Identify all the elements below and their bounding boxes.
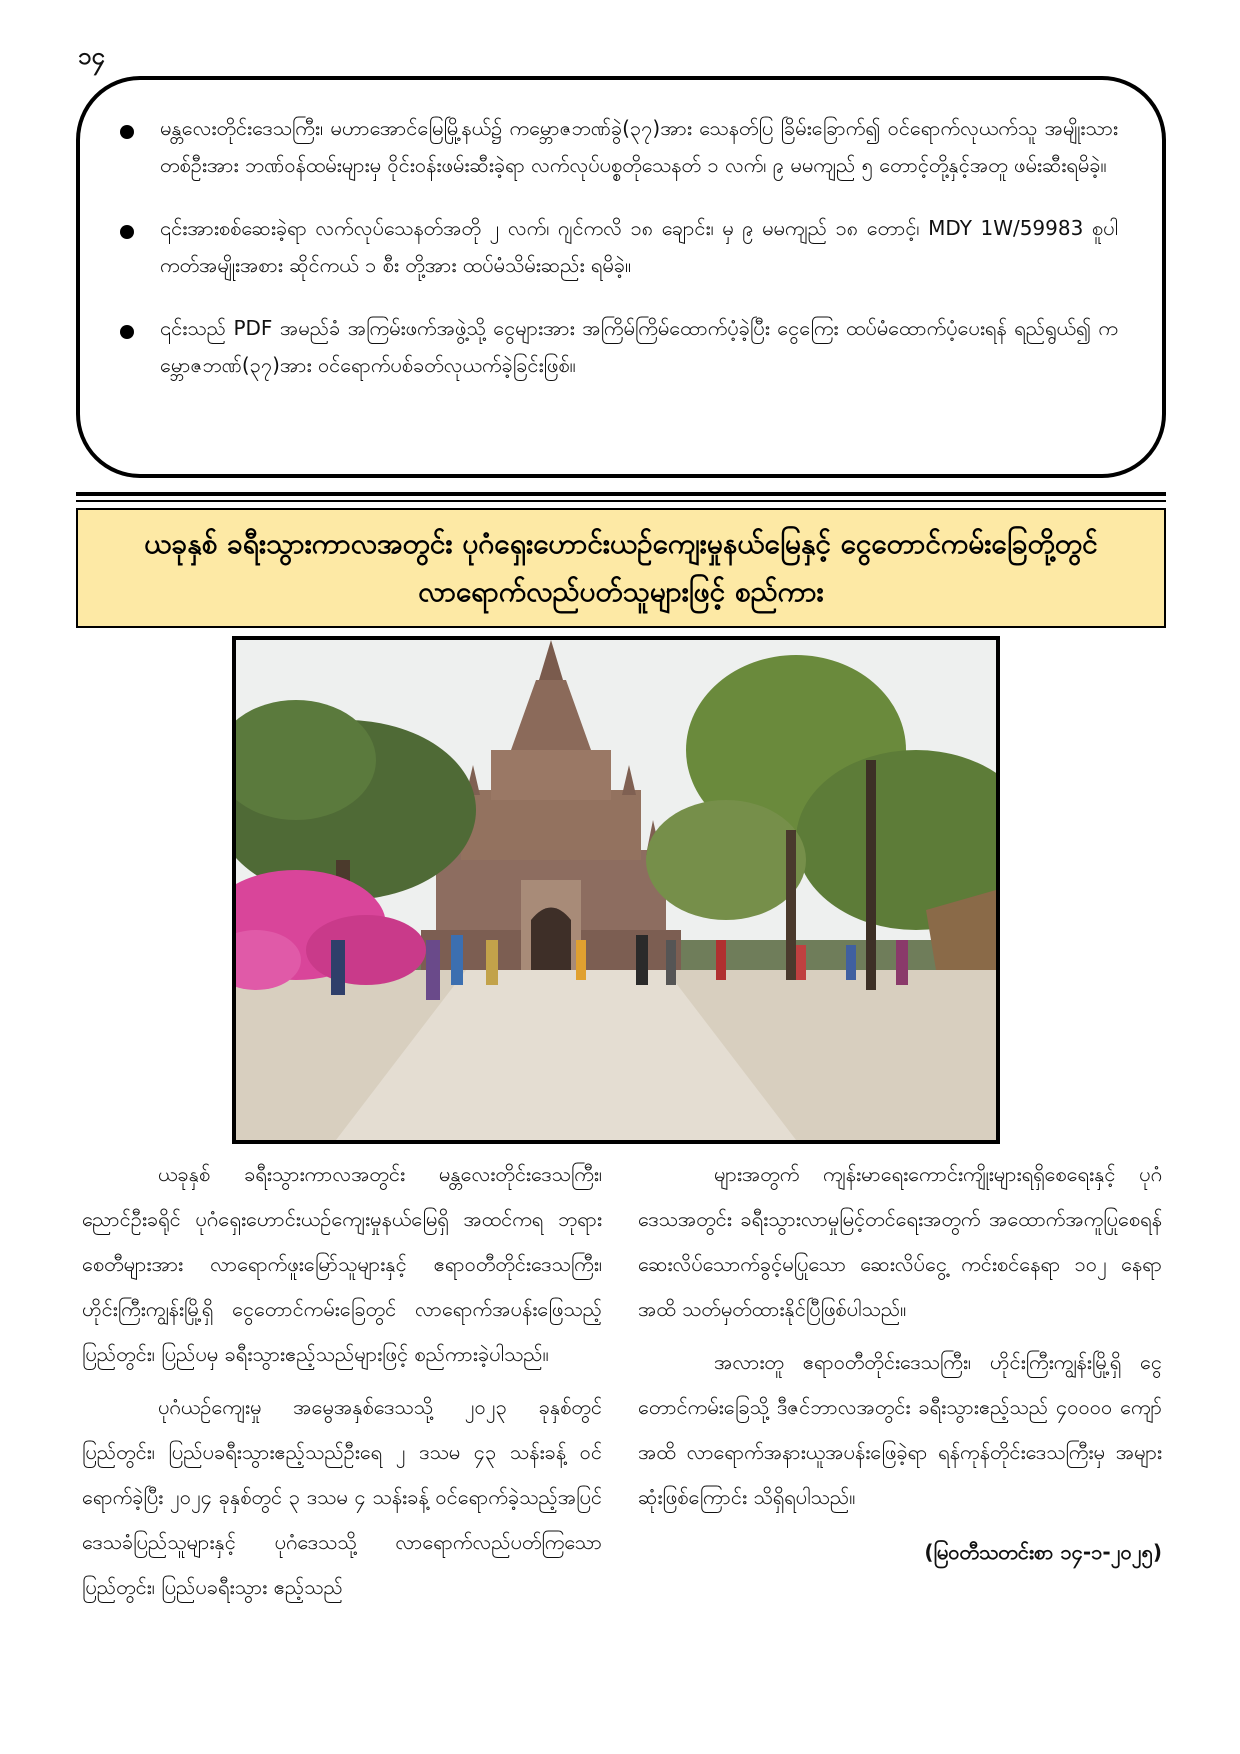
news-bullets-box xyxy=(76,76,1166,478)
headline xyxy=(144,520,1097,616)
section-divider-thin xyxy=(76,500,1166,502)
section-divider xyxy=(76,492,1166,496)
bullet-dot-icon xyxy=(120,125,134,139)
headline-box xyxy=(76,508,1166,628)
page-number: ၁၄ xyxy=(78,42,105,70)
article-column-left xyxy=(82,1152,602,1618)
bullet-text: ၎င်းအားစစ်ဆေးခဲ့ရာ လက်လုပ်သေနတ်အတို ၂ လက်၊ ဂျင်ကလိ ၁၈ ချောင်း၊ မှ ၉ မမကျည် ၁၈ တောင့်၊ MDY 1W/59983 စူပါကတ်အမျိုးအစား ဆိုင်ကယ် ၁ စီး တို့အား ထပ်မံသိမ်းဆည်း ရမိခဲ့။ xyxy=(160,216,1118,277)
article-paragraph: များအတွက် ကျန်းမာရေးကောင်းကျိုးများရရှိစေရေးနှင့် ပုဂံဒေသအတွင်း ခရီးသွားလာမှုမြင့်တင်ရေးအတွက် အထောက်အကူပြုစေရန် ဆေးလိပ်သောက်ခွင့်မပြုသော ဆေးလိပ်ငွေ့ ကင်းစင်နေရာ ၁၀၂ နေရာအထိ သတ်မှတ်ထားနိုင်ပြီဖြစ်ပါသည်။ xyxy=(638,1162,1162,1321)
headline-line-2: လာရောက်လည်ပတ်သူများဖြင့် စည်ကား xyxy=(418,575,824,608)
bullet-item xyxy=(120,310,1118,384)
bullet-dot-icon xyxy=(120,225,134,239)
headline-line-1: ယခုနှစ် ခရီးသွားကာလအတွင်း ပုဂံရှေးဟောင်းယဉ်ကျေးမှုနယ်မြေနှင့် ငွေတောင်ကမ်းခြေတို့တွင် xyxy=(144,527,1098,560)
temple-photo xyxy=(232,636,1000,1144)
bullet-text: ၎င်းသည် PDF အမည်ခံ အကြမ်းဖက်အဖွဲ့သို့ ငွေများအား အကြိမ်ကြိမ်ထောက်ပံ့ခဲ့ပြီး ငွေကြေး ထပ်မံထောက်ပံ့ပေးရန် ရည်ရွယ်၍ ကမ္ဘောဇဘဏ်(၃၇)အား ဝင်ရောက်ပစ်ခတ်လုယက်ခဲ့ခြင်းဖြစ်။ xyxy=(160,316,1118,377)
bullet-item xyxy=(120,210,1118,284)
article-source: (မြဝတီသတင်းစာ ၁၄-၁-၂၀၂၅) xyxy=(924,1540,1162,1564)
bullet-item xyxy=(120,110,1118,184)
bullet-text: မန္တလေးတိုင်းဒေသကြီး၊ မဟာအောင်မြေမြို့နယ်၌ ကမ္ဘောဇဘဏ်ခွဲ(၃၇)အား သေနတ်ပြ ခြိမ်းခြောက်၍ ဝင်ရောက်လုယက်သူ အမျိုးသားတစ်ဦးအား ဘဏ်ဝန်ထမ်းများမှ ဝိုင်းဝန်းဖမ်းဆီးခဲ့ရာ လက်လုပ်ပစ္စတိုသေနတ် ၁ လက်၊ ၉ မမကျည် ၅ တောင့်တို့နှင့်အတူ ဖမ်းဆီးရမိခဲ့။ xyxy=(160,116,1118,177)
article-column-right xyxy=(638,1152,1162,1583)
article-paragraph: ယခုနှစ် ခရီးသွားကာလအတွင်း မန္တလေးတိုင်းဒေသကြီး၊ ညောင်ဦးခရိုင် ပုဂံရှေးဟောင်းယဉ်ကျေးမှုနယ်မြေရှိ အထင်ကရ ဘုရားစေတီများအား လာရောက်ဖူးမြော်သူများနှင့် ဧရာဝတီတိုင်းဒေသကြီး၊ ဟိုင်းကြီးကျွန်းမြို့ရှိ ငွေတောင်ကမ်းခြေတွင် လာရောက်အပန်းဖြေသည့် ပြည်တွင်း၊ ပြည်ပမှ ခရီးသွားဧည့်သည်များဖြင့် စည်ကားခဲ့ပါသည်။ xyxy=(82,1162,602,1366)
article-paragraph: ပုဂံယဉ်ကျေးမှု အမွေအနှစ်ဒေသသို့ ၂၀၂၃ ခုနှစ်တွင် ပြည်တွင်း၊ ပြည်ပခရီးသွားဧည့်သည်ဦးရေ ၂ ဒသမ ၄၃ သန်းခန့် ဝင်ရောက်ခဲ့ပြီး ၂၀၂၄ ခုနှစ်တွင် ၃ ဒသမ ၄ သန်းခန့် ဝင်ရောက်ခဲ့သည့်အပြင် ဒေသခံပြည်သူများနှင့် ပုဂံဒေသသို့ လာရောက်လည်ပတ်ကြသော ပြည်တွင်း၊ ပြည်ပခရီးသွား ဧည့်သည် xyxy=(82,1395,602,1599)
temple-photo-icon xyxy=(236,640,996,1140)
bullet-dot-icon xyxy=(120,325,134,339)
article-paragraph: အလားတူ ဧရာဝတီတိုင်းဒေသကြီး၊ ဟိုင်းကြီးကျွန်းမြို့ရှိ ငွေတောင်ကမ်းခြေသို့ ဒီဇင်ဘာလအတွင်း ခရီးသွားဧည့်သည် ၄၀၀၀၀ ကျော်အထိ လာရောက်အနားယူအပန်းဖြေခဲ့ရာ ရန်ကုန်တိုင်းဒေသကြီးမှ အများဆုံးဖြစ်ကြောင်း သိရှိရပါသည်။ xyxy=(638,1350,1162,1509)
